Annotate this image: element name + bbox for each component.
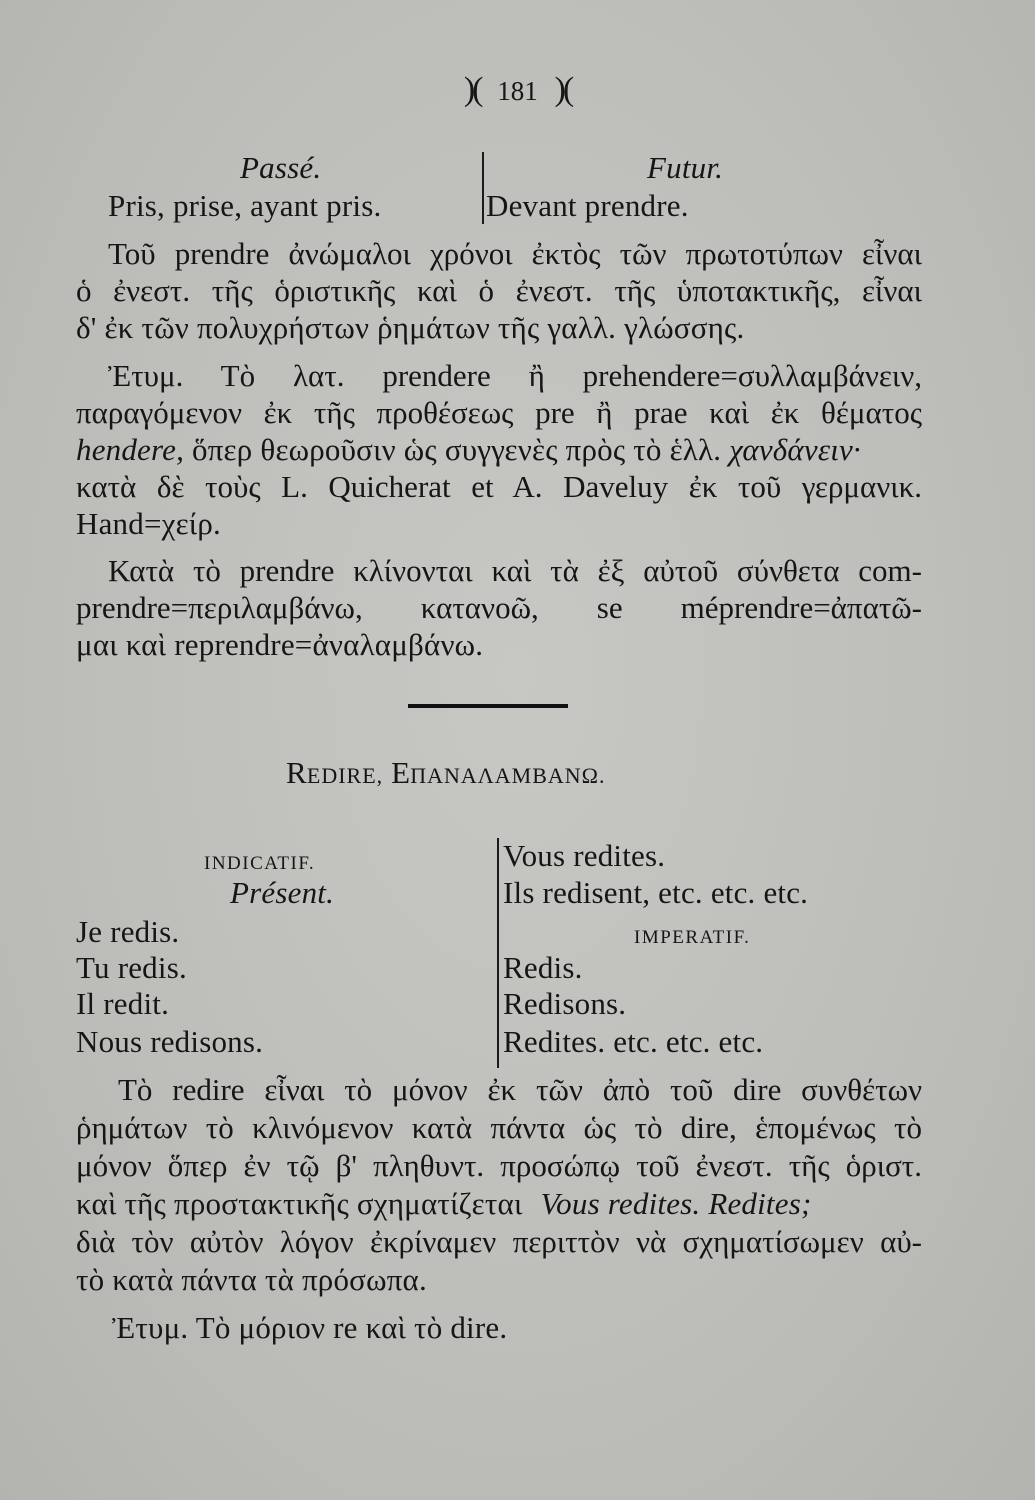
indicatif-row-6: Ils redisent, etc. etc. etc.	[503, 875, 809, 910]
para2-line3	[76, 432, 922, 468]
para2-line5: Hand=χείρ.	[76, 506, 221, 541]
title-latin-initial: R	[286, 755, 307, 790]
indicatif-heading: INDICATIF.	[204, 853, 316, 874]
para2-chandanein: χανδάνειν·	[729, 432, 861, 467]
para4-line4-text: καὶ τῆς προστακτικῆς σχηματίζεται	[76, 1186, 523, 1221]
para1-line3: δ' ἐκ τῶν πολυχρήστων ῥημάτων τῆς γαλλ. γλώσσης.	[76, 310, 745, 345]
para3-line1: Κατὰ τὸ prendre κλίνονται καὶ τὰ ἐξ αὐτοῦ σύνθετα com-	[108, 553, 922, 588]
top-table-divider	[482, 152, 484, 224]
header-left-bracket: )(	[463, 71, 481, 108]
para1-line1: Τοῦ prendre ἀνώμαλοι χρόνοι ἐκτὸς τῶν πρωτοτύπων εἶναι	[108, 236, 922, 271]
para3-line3: μαι καὶ reprendre=ἀναλαμβάνω.	[76, 627, 484, 662]
imperatif-row-2: Redisons.	[503, 986, 627, 1021]
indicatif-row-1: Je redis.	[76, 914, 180, 949]
passe-heading: Passé.	[240, 150, 322, 185]
para2-hendere: hendere,	[76, 432, 185, 467]
conjugation-divider	[497, 838, 499, 1068]
section-divider-rule	[408, 704, 568, 708]
indicatif-row-3: Il redit.	[76, 986, 170, 1021]
page-header	[0, 72, 1035, 109]
para3-line2: prendre=περιλαμβάνω, κατανοῶ, se méprendre=ἀπατῶ-	[76, 590, 922, 625]
futur-heading: Futur.	[647, 150, 724, 185]
imperatif-row-3: Redites. etc. etc. etc.	[503, 1024, 764, 1059]
para5-etymology: Ἐτυμ. Τὸ μόριον re καὶ τὸ dire.	[112, 1310, 508, 1345]
present-heading: Présent.	[230, 875, 335, 910]
passe-forms: Pris, prise, ayant pris.	[108, 188, 382, 223]
para2-line2: παραγόμενον ἐκ τῆς προθέσεως pre ἢ prae καὶ ἐκ θέματος	[76, 395, 922, 430]
para4-line2: ῥημάτων τὸ κλινόμενον κατὰ πάντα ὡς τὸ dire, ἑπομένως τὸ	[76, 1110, 922, 1145]
para4-line6: τὸ κατὰ πάντα τὰ πρόσωπα.	[76, 1262, 427, 1297]
para4-vous-redites: Vous redites. Redites;	[540, 1186, 812, 1221]
page-number: 181	[497, 76, 538, 106]
title-greek-rest: ΠΑΝΑΛΑΜΒΑΝΩ.	[410, 763, 606, 788]
para2-line3-text: ὅπερ θεωροῦσιν ὡς συγγενὲς πρὸς τὸ ἑλλ.	[192, 432, 722, 467]
imperatif-heading: IMPERATIF.	[634, 927, 751, 948]
indicatif-row-4: Nous redisons.	[76, 1024, 264, 1059]
indicatif-row-5: Vous redites.	[503, 838, 666, 873]
imperatif-row-1: Redis.	[503, 950, 583, 985]
title-greek-initial: Ε	[391, 755, 411, 790]
para4-line1: Τὸ redire εἶναι τὸ μόνον ἐκ τῶν ἀπὸ τοῦ dire συνθέτων	[118, 1072, 922, 1107]
para4-line4	[76, 1186, 922, 1222]
header-right-bracket: )(	[554, 71, 572, 108]
futur-forms: Devant prendre.	[486, 188, 689, 223]
para4-line3: μόνον ὅπερ ἐν τῷ β' πληθυντ. προσώπῳ τοῦ ἐνεστ. τῆς ὁριστ.	[76, 1148, 922, 1183]
para2-line4: κατὰ δὲ τοὺς L. Quicherat et A. Daveluy ἐκ τοῦ γερμανικ.	[76, 469, 922, 504]
para2-line1: Ἐτυμ. Τὸ λατ. prendere ἢ prehendere=συλλαμβάνειν,	[108, 358, 922, 393]
indicatif-row-2: Tu redis.	[76, 950, 187, 985]
section-title	[286, 755, 606, 794]
title-latin-rest: EDIRE,	[306, 763, 384, 788]
para1-line2: ὁ ἐνεστ. τῆς ὁριστικῆς καὶ ὁ ἐνεστ. τῆς ὑποτακτικῆς, εἶναι	[76, 273, 922, 308]
para4-line5: διὰ τὸν αὐτὸν λόγον ἐκρίναμεν περιττὸν νὰ σχηματίσωμεν αὐ-	[76, 1224, 922, 1259]
